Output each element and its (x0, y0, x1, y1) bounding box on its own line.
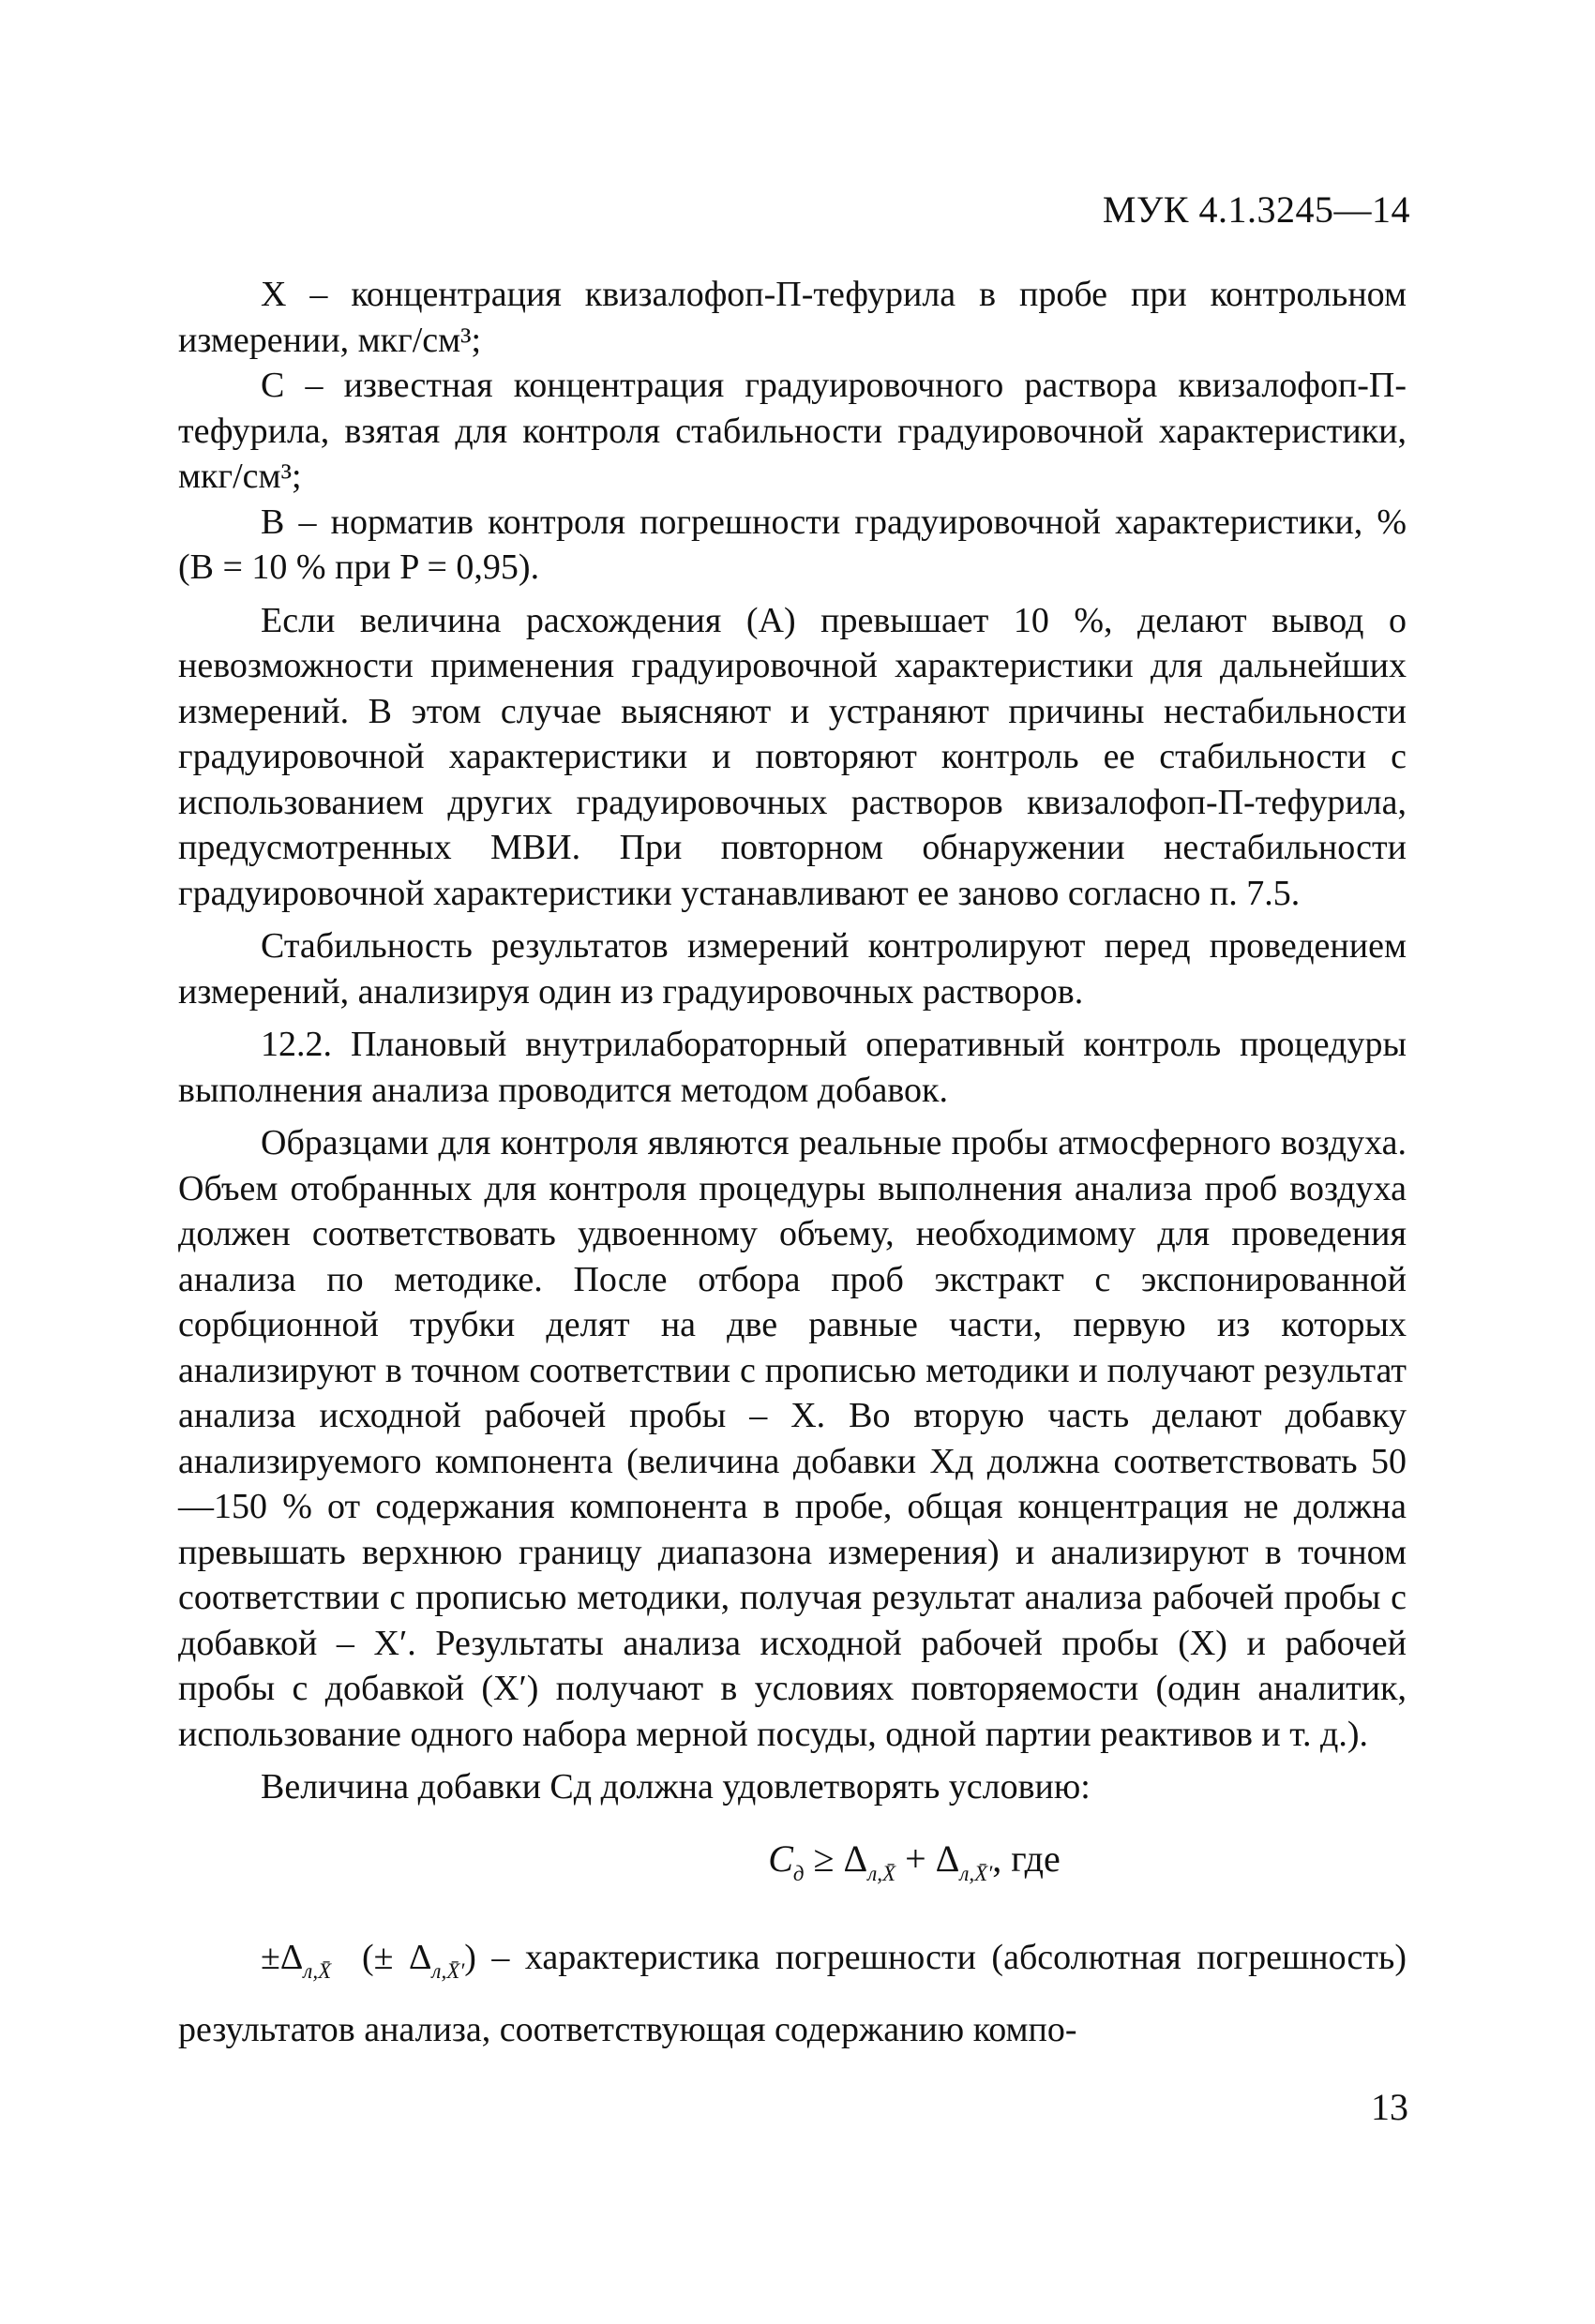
formula-lhs: C (768, 1837, 793, 1880)
paragraph-error-characteristic (178, 1928, 1407, 2059)
paragraph-samples: Образцами для контроля являются реальные пробы атмосферного воздуха. Объем отобранных для контроля процедуры выполнения анализа проб воздуха должен соответствовать удвоенному объему, необходимому для проведения анализа по методике. После отбора проб экстракт с экспонированной сорбционной трубки делят на две равные части, первую из которых анализируют в точном соответствии с прописью методики и получают результат анализа исходной рабочей пробы – X. Во вторую часть делают добавку анализируемого компонента (величина добавки Xд должна соответствовать 50—150 % от содержания компонента в пробе, общая концентрация не должна превышать верхнюю границу диапазона измерения) и анализируют в точном соответствии с прописью методики, получая результат анализа рабочей пробы с добавкой – X′. Результаты анализа исходной рабочей пробы (X) и рабочей пробы с добавкой (X′) получают в условиях повторяемости (один аналитик, использование одного набора мерной посуды, одной партии реактивов и т. д.). (178, 1123, 1407, 1754)
defn-close: ) (464, 1938, 476, 1977)
formula-delta-2: Δ (935, 1837, 960, 1880)
paragraph-b-definition: B – норматив контроля погрешности градуировочной характеристики, % (B = 10 % при P = 0,95). (178, 502, 1407, 587)
paragraph-discrepancy: Если величина расхождения (A) превышает 10 %, делают вывод о невозможности применения градуировочной характеристики для дальнейших измерений. В этом случае выясняют и устраняют причины нестабильности градуировочной характеристики и повторяют контроль ее стабильности с использованием других градуировочных растворов квизалофоп-П-тефурила, предусмотренных МВИ. При повторном обнаружении нестабильности градуировочной характеристики устанавливают ее заново согласно п. 7.5. (178, 600, 1407, 913)
formula-op: ≥ (813, 1837, 835, 1880)
paragraph-c-definition: C – известная концентрация градуировочного раствора квизалофоп-П-тефурила, взятая для контроля стабильности градуировочной характеристики, мкг/см³; (178, 366, 1407, 496)
defn-pm-1: ± (261, 1938, 280, 1977)
condition-formula (300, 1837, 1528, 1897)
formula-plus: + (905, 1837, 926, 1880)
paragraph-additive-condition: Величина добавки Cд должна удовлетворять условию: (261, 1767, 1091, 1807)
defn-sub-1: л,X̄ (303, 1959, 332, 1983)
formula-delta-1: Δ (843, 1837, 868, 1880)
formula-sub-1: л,X̄ (867, 1861, 896, 1885)
defn-sub-2: л,X̄′ (431, 1959, 465, 1983)
paragraph-stability: Стабильность результатов измерений контролируют перед проведением измерений, анализируя один из градуировочных растворов. (178, 926, 1407, 1012)
paragraph-x-definition: X – концентрация квизалофоп-П-тефурила в пробе при контрольном измерении, мкг/см³; (178, 275, 1407, 360)
formula-sub-2: л,X̄′ (959, 1861, 993, 1885)
formula-lhs-sub: д (792, 1861, 805, 1885)
document-code: МУК 4.1.3245—14 (1102, 188, 1410, 231)
page-body (178, 272, 1407, 2066)
defn-open: (± (362, 1938, 394, 1977)
formula-suffix: , где (992, 1837, 1061, 1880)
paragraph-12-2: 12.2. Плановый внутрилабораторный оперативный контроль процедуры выполнения анализа проводится методом добавок. (178, 1025, 1407, 1110)
defn-delta-2: Δ (408, 1938, 432, 1977)
defn-delta-1: Δ (279, 1938, 304, 1977)
page-number: 13 (1371, 2086, 1408, 2128)
defn-text: – характеристика погрешности (абсолютная погрешность) результатов анализа, соответствующая содержанию компо- (178, 1938, 1407, 2049)
